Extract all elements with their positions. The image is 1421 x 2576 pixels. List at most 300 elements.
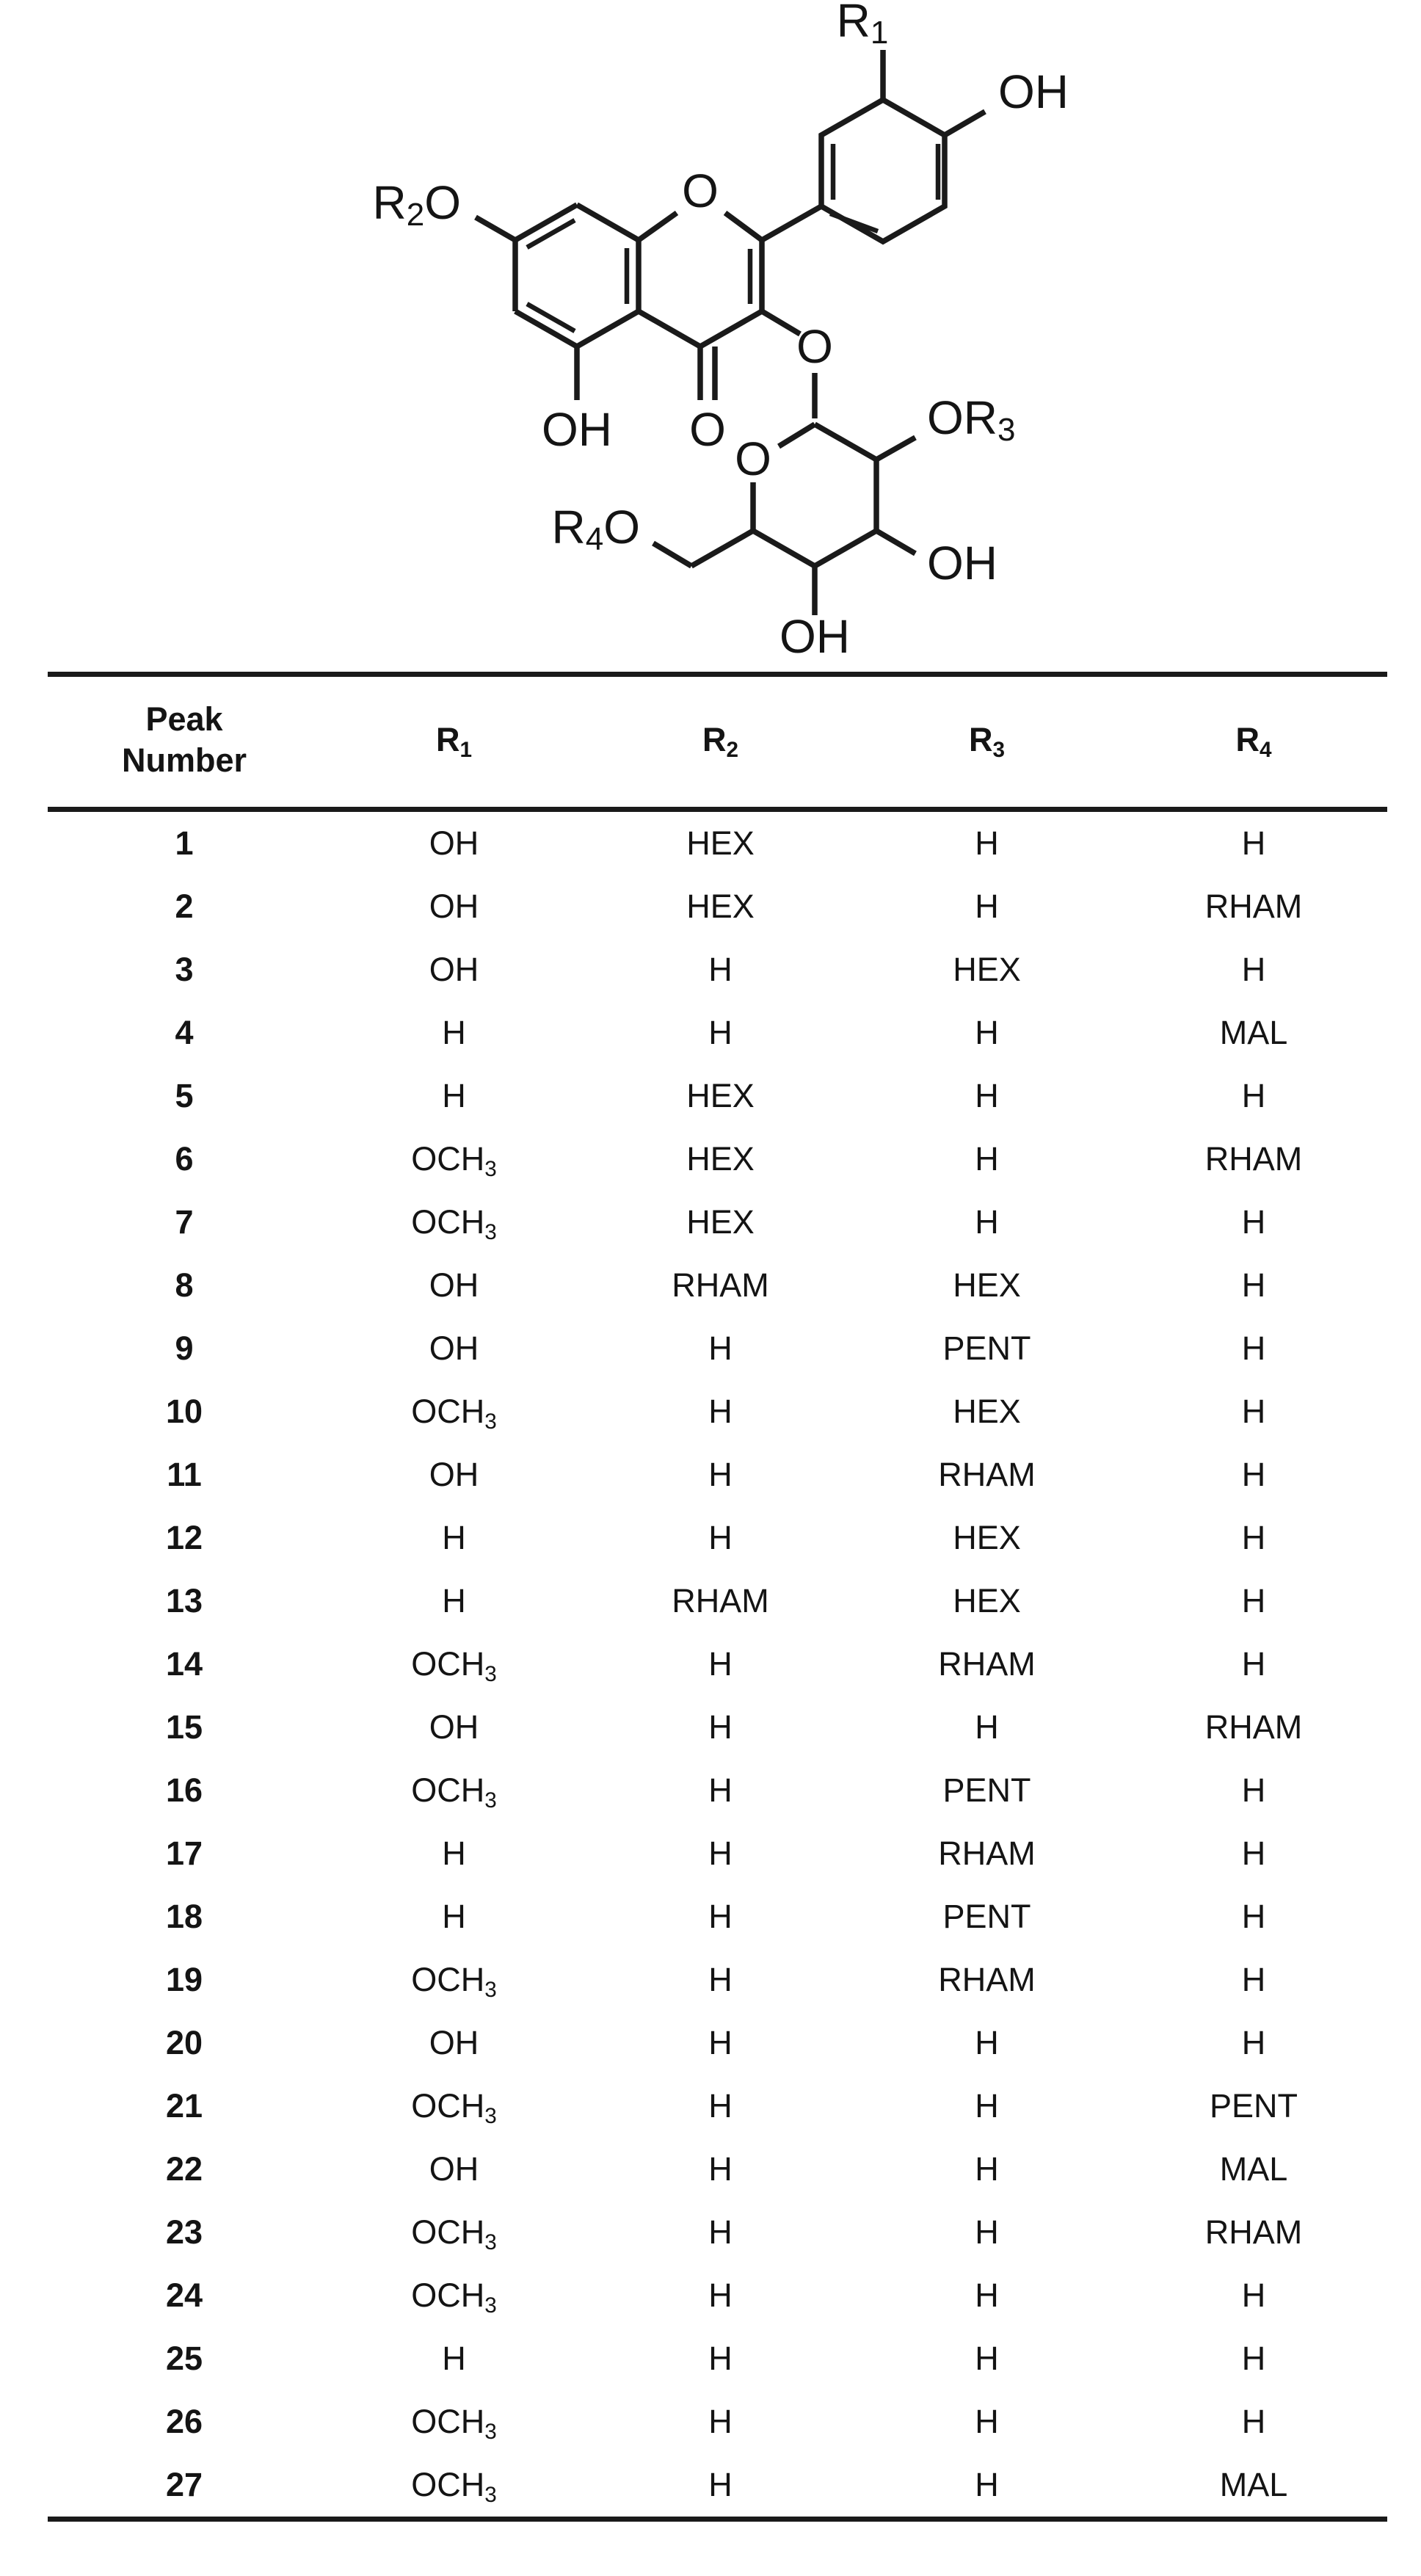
cell-r4-text: MAL bbox=[1219, 2465, 1288, 2503]
cell-r4 bbox=[1120, 1696, 1387, 1759]
sugar-c2-or3-bond bbox=[876, 438, 915, 460]
cell-r3-text: H bbox=[975, 824, 999, 862]
cell-r3 bbox=[854, 2390, 1120, 2453]
sugar-c1-o5 bbox=[779, 424, 815, 446]
cell-peak-number-text: 2 bbox=[175, 887, 194, 925]
cell-r4-text: H bbox=[1241, 1960, 1266, 1998]
cell-r4-text: H bbox=[1241, 1581, 1266, 1619]
cell-peak-number-text: 18 bbox=[165, 1897, 203, 1935]
cell-r2 bbox=[587, 2453, 854, 2519]
cell-r4 bbox=[1120, 2390, 1387, 2453]
cell-r3 bbox=[854, 1696, 1120, 1759]
table-row bbox=[48, 1696, 1387, 1759]
cell-r1-text: OH bbox=[429, 1455, 479, 1493]
cell-r3 bbox=[854, 2264, 1120, 2327]
cell-r4-text: H bbox=[1241, 2023, 1266, 2061]
cell-r2 bbox=[587, 1948, 854, 2011]
cell-r4 bbox=[1120, 1885, 1387, 1948]
column-header-r4 bbox=[1120, 675, 1387, 810]
header-r4-base: R bbox=[1235, 721, 1260, 759]
sugar-c6-or4-bond bbox=[653, 543, 691, 566]
cell-peak-number bbox=[48, 1633, 321, 1696]
cell-r4-text: H bbox=[1241, 950, 1266, 988]
cell-r1-subscript: 3 bbox=[484, 1219, 497, 1244]
cell-r4 bbox=[1120, 1759, 1387, 1822]
cell-r4-text: H bbox=[1241, 1392, 1266, 1430]
cell-peak-number bbox=[48, 809, 321, 875]
cell-r4-text: H bbox=[1241, 1518, 1266, 1556]
cell-peak-number-text: 7 bbox=[175, 1202, 194, 1241]
cell-r3-text: RHAM bbox=[938, 1960, 1036, 1998]
sugar-oh-3-label: OH bbox=[927, 536, 997, 589]
cell-peak-number bbox=[48, 1948, 321, 2011]
cell-r3-text: PENT bbox=[942, 1329, 1031, 1367]
cell-r2-text: H bbox=[708, 1455, 733, 1493]
cell-r2-text: H bbox=[708, 1897, 733, 1935]
cell-r4-text: H bbox=[1241, 1455, 1266, 1493]
cell-peak-number bbox=[48, 2201, 321, 2264]
cell-r3-text: H bbox=[975, 1076, 999, 1114]
a-ring-double-2 bbox=[527, 220, 575, 247]
cell-r3 bbox=[854, 875, 1120, 938]
cell-r4-text: H bbox=[1241, 1202, 1266, 1241]
cell-peak-number-text: 4 bbox=[175, 1013, 194, 1051]
cell-peak-number bbox=[48, 1128, 321, 1191]
header-r4-sub: 4 bbox=[1259, 738, 1272, 763]
cell-r1-subscript: 3 bbox=[484, 2103, 497, 2128]
glycosidic-linkage bbox=[796, 320, 833, 418]
sugar-c3-oh-bond bbox=[876, 531, 915, 554]
cell-r4-text: H bbox=[1241, 1329, 1266, 1367]
cell-r4 bbox=[1120, 2327, 1387, 2390]
sugar-c5-c4 bbox=[753, 531, 815, 566]
cell-r3 bbox=[854, 1064, 1120, 1128]
cell-r3 bbox=[854, 2075, 1120, 2138]
header-r1-base: R bbox=[435, 721, 460, 759]
cell-peak-number-text: 9 bbox=[175, 1329, 194, 1367]
cell-peak-number-text: 10 bbox=[165, 1392, 203, 1430]
cell-r2-text: H bbox=[708, 950, 733, 988]
cell-r1-text: OCH bbox=[411, 1139, 485, 1178]
r2-o-label: $R_2O$ bbox=[372, 175, 461, 233]
cell-r3 bbox=[854, 938, 1120, 1001]
cell-r4 bbox=[1120, 809, 1387, 875]
cell-r4-text: MAL bbox=[1219, 2149, 1288, 2188]
cell-r1-subscript: 3 bbox=[484, 1977, 497, 2002]
cell-peak-number-text: 19 bbox=[165, 1960, 203, 1998]
cell-r3 bbox=[854, 1254, 1120, 1317]
r-group-substituent-table bbox=[48, 672, 1387, 2522]
r4-o-label: $R_4O$ bbox=[551, 500, 640, 557]
cell-r4 bbox=[1120, 1128, 1387, 1191]
cell-r1-text: H bbox=[442, 1834, 466, 1872]
cell-r2-text: H bbox=[708, 1771, 733, 1809]
cell-r1 bbox=[321, 1001, 587, 1064]
cell-peak-number bbox=[48, 1001, 321, 1064]
c-ring-c3-c4 bbox=[700, 311, 762, 347]
a-ring-double-3 bbox=[527, 304, 575, 331]
header-r3-base: R bbox=[968, 721, 993, 759]
chemical-structure-figure bbox=[0, 0, 1421, 661]
cell-r1 bbox=[321, 2201, 587, 2264]
table-row bbox=[48, 1822, 1387, 1885]
cell-r4-text: H bbox=[1241, 1897, 1266, 1935]
cell-r4 bbox=[1120, 1633, 1387, 1696]
cell-peak-number bbox=[48, 2453, 321, 2519]
cell-peak-number bbox=[48, 1822, 321, 1885]
cell-r1-subscript: 3 bbox=[484, 2229, 497, 2254]
cell-r4-text: H bbox=[1241, 1266, 1266, 1304]
cell-r1-text: H bbox=[442, 1518, 466, 1556]
cell-peak-number bbox=[48, 1443, 321, 1506]
cell-r3 bbox=[854, 1128, 1120, 1191]
cell-peak-number-text: 6 bbox=[175, 1139, 194, 1178]
sugar-oh-4-label: OH bbox=[779, 609, 850, 661]
cell-r4 bbox=[1120, 2138, 1387, 2201]
cell-r1-text: OH bbox=[429, 824, 479, 862]
cell-r4-text: H bbox=[1241, 2402, 1266, 2440]
cell-r2-text: H bbox=[708, 1960, 733, 1998]
cell-r3-text: H bbox=[975, 1202, 999, 1241]
b-ring-double-3 bbox=[830, 214, 878, 231]
cell-r1 bbox=[321, 2011, 587, 2075]
cell-r1 bbox=[321, 1506, 587, 1570]
sugar-c2-c1 bbox=[815, 424, 876, 460]
table-row bbox=[48, 2327, 1387, 2390]
c2-to-bring-bond bbox=[762, 206, 821, 240]
cell-r2-text: RHAM bbox=[672, 1266, 769, 1304]
cell-r3 bbox=[854, 1633, 1120, 1696]
header-peak-line2: Number bbox=[121, 741, 247, 780]
cell-r1-subscript: 3 bbox=[484, 2482, 497, 2507]
cell-r3-text: H bbox=[975, 2086, 999, 2125]
cell-r1 bbox=[321, 875, 587, 938]
cell-r2 bbox=[587, 1064, 854, 1128]
cell-peak-number-text: 1 bbox=[175, 824, 194, 862]
cell-r4-text: H bbox=[1241, 1771, 1266, 1809]
cell-r2 bbox=[587, 2390, 854, 2453]
cell-r1-text: OCH bbox=[411, 1202, 485, 1241]
cell-r2 bbox=[587, 1001, 854, 1064]
cell-r2 bbox=[587, 2201, 854, 2264]
cell-r4 bbox=[1120, 1822, 1387, 1885]
c-ring-c4-c4a bbox=[639, 311, 700, 347]
cell-r3-text: H bbox=[975, 2402, 999, 2440]
cell-r1 bbox=[321, 2390, 587, 2453]
cell-r1-subscript: 3 bbox=[484, 2419, 497, 2444]
cell-peak-number bbox=[48, 1570, 321, 1633]
cell-peak-number-text: 23 bbox=[165, 2213, 203, 2251]
pyranone-oxygen-label: O bbox=[682, 164, 719, 217]
ketone-oxygen-label: O bbox=[689, 402, 726, 456]
cell-r3 bbox=[854, 1191, 1120, 1254]
cell-r1-text: OCH bbox=[411, 2465, 485, 2503]
c-ring-pyranone bbox=[639, 164, 821, 456]
cell-r2-text: H bbox=[708, 2086, 733, 2125]
header-peak-line1: Peak bbox=[145, 700, 223, 738]
cell-r3-text: HEX bbox=[953, 1518, 1021, 1556]
cell-r1-subscript: 3 bbox=[484, 1661, 497, 1686]
sugar-ring-oxygen-label: O bbox=[735, 432, 771, 485]
cell-peak-number-text: 21 bbox=[165, 2086, 203, 2125]
cell-r3-text: H bbox=[975, 2213, 999, 2251]
cell-r2 bbox=[587, 2075, 854, 2138]
cell-r2 bbox=[587, 1885, 854, 1948]
cell-r2 bbox=[587, 1128, 854, 1191]
cell-r1-subscript: 3 bbox=[484, 1156, 497, 1181]
table-row bbox=[48, 1570, 1387, 1633]
cell-r2 bbox=[587, 1443, 854, 1506]
cell-r3 bbox=[854, 2453, 1120, 2519]
table-row bbox=[48, 2075, 1387, 2138]
cell-peak-number bbox=[48, 1380, 321, 1443]
cell-peak-number bbox=[48, 1064, 321, 1128]
cell-r2-text: H bbox=[708, 2402, 733, 2440]
table-row bbox=[48, 1191, 1387, 1254]
cell-r2 bbox=[587, 1506, 854, 1570]
cell-r2-text: H bbox=[708, 1013, 733, 1051]
table-row bbox=[48, 2201, 1387, 2264]
column-header-r3 bbox=[854, 675, 1120, 810]
cell-r3 bbox=[854, 809, 1120, 875]
table-row bbox=[48, 1064, 1387, 1128]
table-row bbox=[48, 1633, 1387, 1696]
cell-r4 bbox=[1120, 1064, 1387, 1128]
table-body bbox=[48, 809, 1387, 2519]
cell-r2-text: H bbox=[708, 2213, 733, 2251]
cell-r3-text: RHAM bbox=[938, 1834, 1036, 1872]
cell-r3-text: H bbox=[975, 1708, 999, 1746]
cell-r3 bbox=[854, 2011, 1120, 2075]
cell-r3-text: RHAM bbox=[938, 1455, 1036, 1493]
b-ring-hexagon bbox=[821, 100, 945, 242]
header-row bbox=[48, 675, 1387, 810]
table-row bbox=[48, 1317, 1387, 1380]
cell-r2-text: HEX bbox=[686, 1202, 755, 1241]
cell-r3-text: H bbox=[975, 1139, 999, 1178]
a-ring bbox=[373, 176, 639, 456]
cell-r4 bbox=[1120, 875, 1387, 938]
cell-r3 bbox=[854, 2327, 1120, 2390]
cell-r3-text: HEX bbox=[953, 1266, 1021, 1304]
cell-peak-number bbox=[48, 2327, 321, 2390]
cell-peak-number bbox=[48, 2390, 321, 2453]
cell-r4 bbox=[1120, 2201, 1387, 2264]
cell-peak-number bbox=[48, 1885, 321, 1948]
cell-r1 bbox=[321, 1570, 587, 1633]
r2o-bond bbox=[476, 217, 515, 240]
cell-r1 bbox=[321, 1443, 587, 1506]
cell-r4-text: H bbox=[1241, 824, 1266, 862]
cell-r1-text: OCH bbox=[411, 1392, 485, 1430]
cell-r4 bbox=[1120, 2264, 1387, 2327]
cell-r2-text: HEX bbox=[686, 1139, 755, 1178]
cell-peak-number bbox=[48, 2075, 321, 2138]
cell-r2 bbox=[587, 1191, 854, 1254]
cell-r4 bbox=[1120, 1443, 1387, 1506]
c-ring-o1-c2 bbox=[725, 213, 762, 240]
cell-r2-text: H bbox=[708, 1708, 733, 1746]
cell-peak-number bbox=[48, 2011, 321, 2075]
cell-r1-text: OH bbox=[429, 950, 479, 988]
cell-r1 bbox=[321, 809, 587, 875]
cell-r4-text: RHAM bbox=[1204, 2213, 1303, 2251]
cell-r2 bbox=[587, 2138, 854, 2201]
cell-r3 bbox=[854, 1759, 1120, 1822]
cell-r4 bbox=[1120, 2075, 1387, 2138]
cell-r2-text: HEX bbox=[686, 824, 755, 862]
table-row bbox=[48, 1001, 1387, 1064]
cell-r3-text: RHAM bbox=[938, 1644, 1036, 1683]
cell-r3 bbox=[854, 1317, 1120, 1380]
cell-r1-text: H bbox=[442, 1013, 466, 1051]
table-row bbox=[48, 1759, 1387, 1822]
cell-r1 bbox=[321, 1822, 587, 1885]
cell-peak-number-text: 11 bbox=[167, 1455, 202, 1493]
cell-r3 bbox=[854, 2138, 1120, 2201]
sugar-pyranose-ring bbox=[552, 391, 1016, 661]
b-ring-oh-bond bbox=[945, 112, 985, 135]
header-r2-base: R bbox=[702, 721, 727, 759]
c-ring-c8a-o1 bbox=[639, 213, 677, 240]
b-ring bbox=[821, 0, 1069, 242]
b-ring-oh-label: OH bbox=[998, 65, 1069, 118]
cell-r2 bbox=[587, 875, 854, 938]
cell-r4-text: RHAM bbox=[1204, 1139, 1303, 1178]
sugar-c5-c6-bond bbox=[691, 531, 753, 566]
cell-peak-number-text: 3 bbox=[175, 950, 194, 988]
cell-r4 bbox=[1120, 1380, 1387, 1443]
cell-r1-text: OCH bbox=[411, 2402, 485, 2440]
column-header-r2 bbox=[587, 675, 854, 810]
cell-r1-subscript: 3 bbox=[484, 1788, 497, 1813]
cell-peak-number-text: 8 bbox=[175, 1266, 194, 1304]
cell-peak-number-text: 15 bbox=[165, 1708, 203, 1746]
cell-r1 bbox=[321, 1254, 587, 1317]
table-row bbox=[48, 2264, 1387, 2327]
cell-r4-text: H bbox=[1241, 1076, 1266, 1114]
cell-r1-text: OH bbox=[429, 1329, 479, 1367]
cell-r1-text: OCH bbox=[411, 2213, 485, 2251]
table-row bbox=[48, 1128, 1387, 1191]
cell-r1-text: H bbox=[442, 1581, 466, 1619]
cell-r1-text: H bbox=[442, 2339, 466, 2377]
cell-peak-number bbox=[48, 1759, 321, 1822]
cell-peak-number bbox=[48, 2264, 321, 2327]
cell-r2 bbox=[587, 1317, 854, 1380]
cell-r1-text: OCH bbox=[411, 1960, 485, 1998]
cell-r1 bbox=[321, 1191, 587, 1254]
cell-r3-text: H bbox=[975, 1013, 999, 1051]
cell-r4 bbox=[1120, 938, 1387, 1001]
cell-r1-text: OCH bbox=[411, 1771, 485, 1809]
a-ring-c5-c4a bbox=[577, 311, 639, 347]
cell-peak-number bbox=[48, 1506, 321, 1570]
cell-r4 bbox=[1120, 1317, 1387, 1380]
a-ring-oh-label: OH bbox=[542, 402, 612, 456]
cell-r4 bbox=[1120, 1001, 1387, 1064]
cell-r1-subscript: 3 bbox=[484, 2293, 497, 2318]
cell-r3 bbox=[854, 1570, 1120, 1633]
a-ring-c8a-c8 bbox=[577, 205, 639, 240]
cell-r2 bbox=[587, 938, 854, 1001]
cell-peak-number-text: 26 bbox=[165, 2402, 203, 2440]
cell-r2-text: H bbox=[708, 2465, 733, 2503]
header-r3-sub: 3 bbox=[992, 738, 1005, 763]
cell-r2 bbox=[587, 2327, 854, 2390]
cell-r2-text: H bbox=[708, 1518, 733, 1556]
cell-r1 bbox=[321, 938, 587, 1001]
cell-r2-text: RHAM bbox=[672, 1581, 769, 1619]
cell-r2-text: H bbox=[708, 1392, 733, 1430]
table-row bbox=[48, 2453, 1387, 2519]
table-row bbox=[48, 1506, 1387, 1570]
cell-r1 bbox=[321, 2075, 587, 2138]
cell-r3 bbox=[854, 1443, 1120, 1506]
cell-r3-text: H bbox=[975, 2023, 999, 2061]
cell-r3-text: H bbox=[975, 887, 999, 925]
cell-r1-text: OCH bbox=[411, 1644, 485, 1683]
cell-peak-number-text: 22 bbox=[165, 2149, 203, 2188]
structure-svg bbox=[0, 0, 1421, 661]
r1-label: $R_1$ bbox=[836, 0, 889, 51]
cell-r4 bbox=[1120, 1506, 1387, 1570]
cell-r4 bbox=[1120, 1191, 1387, 1254]
cell-r4-text: H bbox=[1241, 2339, 1266, 2377]
c3-to-glycosidic-o bbox=[762, 311, 800, 334]
cell-r3-text: H bbox=[975, 2339, 999, 2377]
cell-r4 bbox=[1120, 1570, 1387, 1633]
cell-r2 bbox=[587, 1570, 854, 1633]
cell-r3-text: HEX bbox=[953, 1581, 1021, 1619]
header-r2-sub: 2 bbox=[726, 738, 738, 763]
cell-r1 bbox=[321, 2264, 587, 2327]
cell-peak-number-text: 25 bbox=[165, 2339, 203, 2377]
table-row bbox=[48, 809, 1387, 875]
cell-peak-number bbox=[48, 1696, 321, 1759]
cell-r4-text: H bbox=[1241, 1834, 1266, 1872]
cell-r3 bbox=[854, 1822, 1120, 1885]
cell-r1-text: OH bbox=[429, 2149, 479, 2188]
cell-r2-text: H bbox=[708, 2276, 733, 2314]
cell-r1-text: H bbox=[442, 1076, 466, 1114]
cell-r2-text: H bbox=[708, 2149, 733, 2188]
cell-r1 bbox=[321, 1633, 587, 1696]
cell-r4-text: MAL bbox=[1219, 1013, 1288, 1051]
table-row bbox=[48, 1885, 1387, 1948]
cell-r3-text: PENT bbox=[942, 1771, 1031, 1809]
cell-r4-text: PENT bbox=[1209, 2086, 1298, 2125]
table-row bbox=[48, 1380, 1387, 1443]
cell-r1 bbox=[321, 2453, 587, 2519]
table-row bbox=[48, 1254, 1387, 1317]
cell-peak-number-text: 17 bbox=[165, 1834, 203, 1872]
cell-r3-text: H bbox=[975, 2465, 999, 2503]
cell-peak-number-text: 13 bbox=[165, 1581, 203, 1619]
cell-r1-text: OH bbox=[429, 1708, 479, 1746]
cell-r3 bbox=[854, 1885, 1120, 1948]
cell-r2 bbox=[587, 809, 854, 875]
cell-r2-text: H bbox=[708, 2339, 733, 2377]
cell-r2 bbox=[587, 1633, 854, 1696]
cell-r1-text: OCH bbox=[411, 2276, 485, 2314]
cell-peak-number bbox=[48, 1254, 321, 1317]
cell-r1 bbox=[321, 1948, 587, 2011]
cell-r4-text: RHAM bbox=[1204, 1708, 1303, 1746]
cell-peak-number-text: 24 bbox=[165, 2276, 203, 2314]
cell-r3-text: PENT bbox=[942, 1897, 1031, 1935]
column-header-r1 bbox=[321, 675, 587, 810]
